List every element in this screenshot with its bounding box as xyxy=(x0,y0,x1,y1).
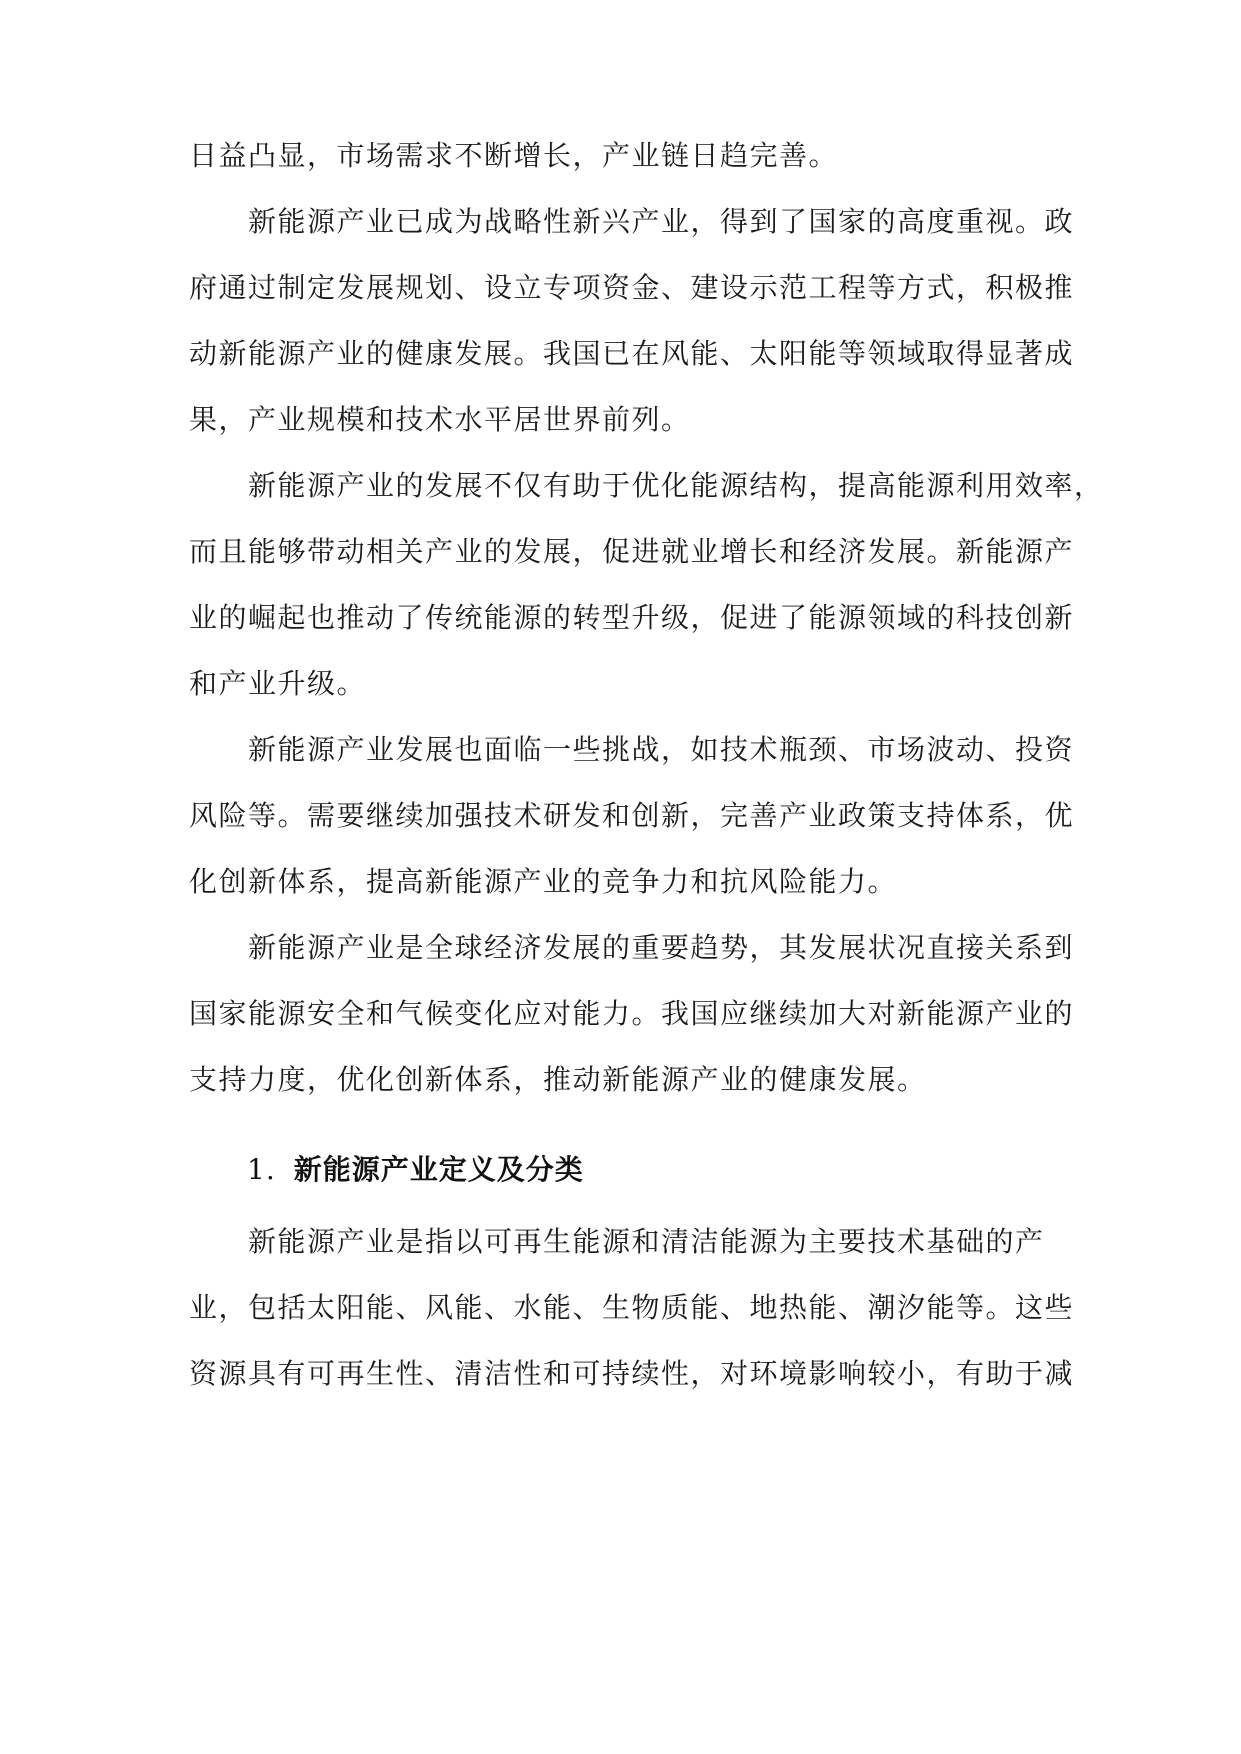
text-line: 化创新体系，提高新能源产业的竞争力和抗风险能力。 xyxy=(189,865,898,898)
text-line: 支持力度，优化创新体系，推动新能源产业的健康发展。 xyxy=(189,1063,927,1096)
text-line: 国家能源安全和气候变化应对能力。我国应继续加大对新能源产业的 xyxy=(189,997,1075,1030)
section-number: 1. xyxy=(247,1153,276,1186)
paragraph-first-line: 新能源产业已成为战略性新兴产业，得到了国家的高度重视。政 xyxy=(248,205,1075,238)
text-line: 果，产业规模和技术水平居世界前列。 xyxy=(189,403,691,436)
section-heading xyxy=(247,1150,584,1190)
paragraph-first-line: 新能源产业是全球经济发展的重要趋势，其发展状况直接关系到 xyxy=(248,931,1075,964)
paragraph-first-line: 新能源产业的发展不仅有助于优化能源结构，提高能源利用效率， xyxy=(248,469,1104,502)
text-line: 府通过制定发展规划、设立专项资金、建设示范工程等方式，积极推 xyxy=(189,271,1075,304)
text-line: 动新能源产业的健康发展。我国已在风能、太阳能等领域取得显著成 xyxy=(189,337,1075,370)
text-line: 业的崛起也推动了传统能源的转型升级，促进了能源领域的科技创新 xyxy=(189,601,1075,634)
text-line: 而且能够带动相关产业的发展，促进就业增长和经济发展。新能源产 xyxy=(189,535,1075,568)
section-title: 新能源产业定义及分类 xyxy=(293,1153,584,1186)
paragraph-first-line: 新能源产业是指以可再生能源和清洁能源为主要技术基础的产 xyxy=(248,1225,1045,1258)
text-line: 和产业升级。 xyxy=(189,667,367,700)
text-line: 业，包括太阳能、风能、水能、生物质能、地热能、潮汐能等。这些 xyxy=(189,1291,1075,1324)
paragraph-first-line: 新能源产业发展也面临一些挑战，如技术瓶颈、市场波动、投资 xyxy=(248,733,1075,766)
text-line: 日益凸显，市场需求不断增长，产业链日趋完善。 xyxy=(189,139,839,172)
text-line: 风险等。需要继续加强技术研发和创新，完善产业政策支持体系，优 xyxy=(189,799,1075,832)
text-line: 资源具有可再生性、清洁性和可持续性，对环境影响较小，有助于减 xyxy=(189,1357,1075,1390)
